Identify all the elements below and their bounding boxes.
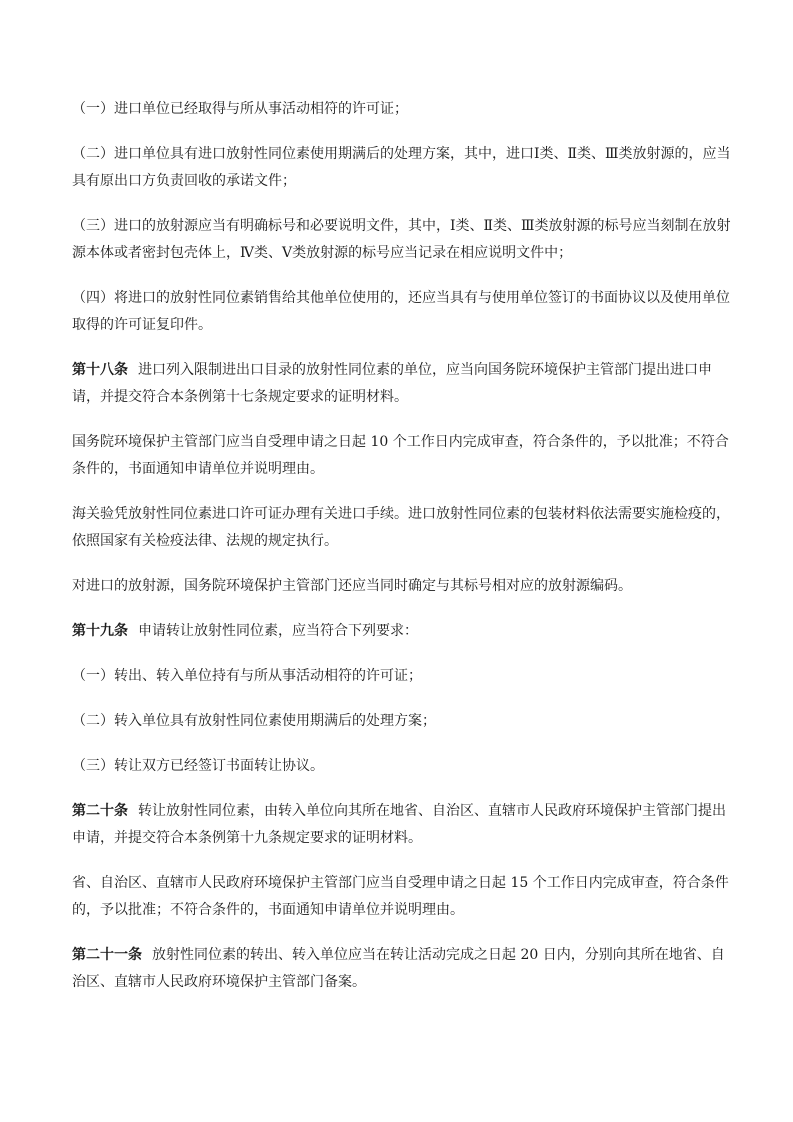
paragraph-text: （三）进口的放射源应当有明确标号和必要说明文件，其中，Ⅰ类、Ⅱ类、Ⅲ类放射源的标号应当刻制在放射源本体或者密封包壳体上，Ⅳ类、Ⅴ类放射源的标号应当记录在相应说明文件中； <box>72 218 731 261</box>
paragraph-text: （一）进口单位已经取得与所从事活动相符的许可证； <box>72 101 408 117</box>
article-label: 第二十条 <box>72 803 128 819</box>
paragraph-review-period-15-days <box>72 870 733 924</box>
paragraph-import-condition-2 <box>72 141 733 195</box>
paragraph-text: 对进口的放射源，国务院环境保护主管部门还应当同时确定与其标号相对应的放射源编码。 <box>72 578 632 594</box>
paragraph-import-condition-4 <box>72 285 733 339</box>
paragraph-customs-inspection <box>72 501 733 555</box>
paragraph-text: （二）进口单位具有进口放射性同位素使用期满后的处理方案，其中，进口Ⅰ类、Ⅱ类、Ⅲ类放射源的，应当具有原出口方负责回收的承诺文件； <box>72 146 731 189</box>
paragraph-text: 省、自治区、直辖市人民政府环境保护主管部门应当自受理申请之日起 15 个工作日内完成审查，符合条件的，予以批准；不符合条件的，书面通知申请单位并说明理由。 <box>72 875 729 918</box>
paragraph-text: 海关验凭放射性同位素进口许可证办理有关进口手续。进口放射性同位素的包装材料依法需要实施检疫的，依照国家有关检疫法律、法规的规定执行。 <box>72 506 730 549</box>
paragraph-text: 申请转让放射性同位素，应当符合下列要求： <box>138 623 418 639</box>
paragraph-import-condition-3 <box>72 213 733 267</box>
paragraph-text: （四）将进口的放射性同位素销售给其他单位使用的，还应当具有与使用单位签订的书面协议以及使用单位取得的许可证复印件。 <box>72 290 730 333</box>
paragraph-transfer-condition-2 <box>72 708 733 735</box>
paragraph-text: 国务院环境保护主管部门应当自受理申请之日起 10 个工作日内完成审查，符合条件的，予以批准；不符合条件的，书面通知申请单位并说明理由。 <box>72 434 729 477</box>
paragraph-text: 进口列入限制进出口目录的放射性同位素的单位，应当向国务院环境保护主管部门提出进口申请，并提交符合本条例第十七条规定要求的证明材料。 <box>72 362 712 405</box>
article-21 <box>72 942 733 996</box>
paragraph-review-period-10-days <box>72 429 733 483</box>
article-label: 第二十一条 <box>72 947 142 963</box>
article-19 <box>72 618 733 645</box>
paragraph-transfer-condition-3 <box>72 753 733 780</box>
paragraph-import-condition-1 <box>72 96 733 123</box>
article-label: 第十八条 <box>72 362 128 378</box>
paragraph-text: （二）转入单位具有放射性同位素使用期满后的处理方案； <box>72 713 436 729</box>
article-label: 第十九条 <box>72 623 128 639</box>
paragraph-text: 放射性同位素的转出、转入单位应当在转让活动完成之日起 20 日内，分别向其所在地省、自治区、直辖市人民政府环境保护主管部门备案。 <box>72 947 725 990</box>
paragraph-transfer-condition-1 <box>72 663 733 690</box>
paragraph-text: 转让放射性同位素，由转入单位向其所在地省、自治区、直辖市人民政府环境保护主管部门提出申请，并提交符合本条例第十九条规定要求的证明材料。 <box>72 803 726 846</box>
paragraph-source-coding <box>72 573 733 600</box>
article-20 <box>72 798 733 852</box>
paragraph-text: （一）转出、转入单位持有与所从事活动相符的许可证； <box>72 668 422 684</box>
paragraph-text: （三）转让双方已经签订书面转让协议。 <box>72 758 324 774</box>
article-18 <box>72 357 733 411</box>
